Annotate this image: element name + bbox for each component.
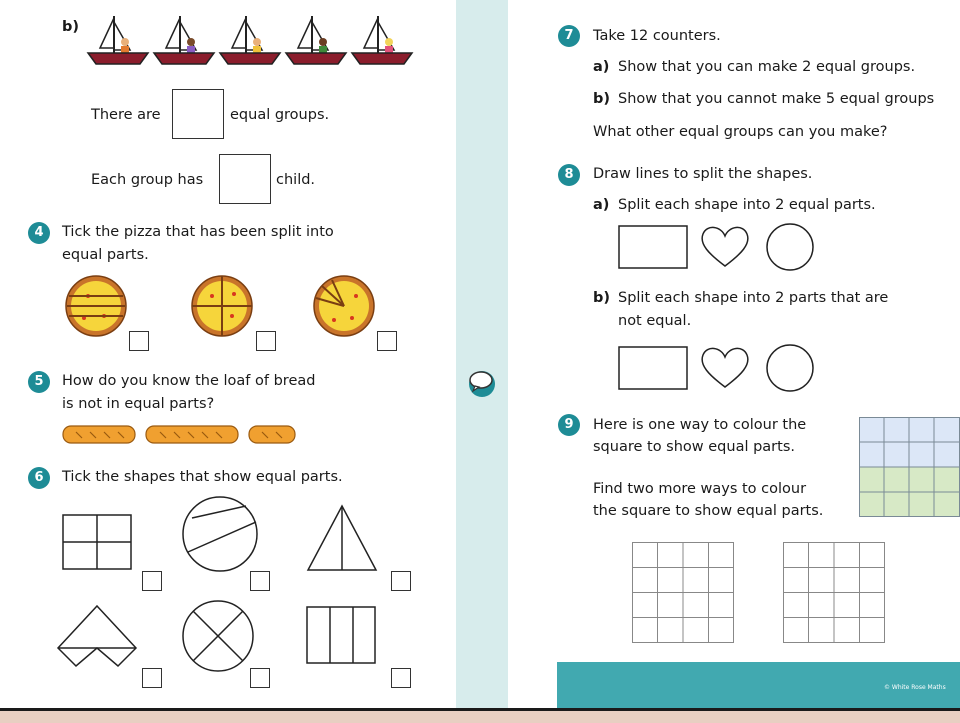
question-number-9: 9	[558, 414, 580, 436]
boat-icon	[284, 14, 348, 68]
q8b-shapes[interactable]	[617, 343, 817, 393]
pizza-unequal-cuts	[312, 274, 376, 338]
q7-text: Take 12 counters.	[593, 28, 721, 44]
boat-icon	[350, 14, 414, 68]
shape-circle-cross	[182, 600, 254, 672]
part-b-label: b)	[62, 19, 80, 35]
question-number-7: 7	[558, 25, 580, 47]
question-number-6: 6	[28, 467, 50, 489]
q4-text-line2: equal parts.	[62, 247, 149, 263]
each-group-answer-box[interactable]	[219, 154, 271, 204]
q8a-shapes[interactable]	[617, 222, 817, 272]
blank-grid-1[interactable]	[632, 542, 734, 643]
groups-sentence-pre: There are	[91, 107, 161, 123]
shape-6-tick-box[interactable]	[391, 668, 411, 688]
pizza-1-tick-box[interactable]	[129, 331, 149, 351]
q9-text-line2: square to show equal parts.	[593, 439, 795, 455]
page-gutter	[456, 0, 508, 708]
q7-follow-up: What other equal groups can you make?	[593, 124, 888, 140]
q7-b-label: b)	[593, 91, 611, 107]
q5-text-line1: How do you know the loaf of bread	[62, 373, 316, 389]
shape-circle-unequal	[182, 496, 258, 572]
bottom-band	[0, 708, 960, 723]
shape-1-tick-box[interactable]	[142, 571, 162, 591]
footer-copyright: © White Rose Maths	[884, 684, 946, 691]
boat-icon	[86, 14, 150, 68]
q4-text-line1: Tick the pizza that has been split into	[62, 224, 334, 240]
groups-sentence-post: equal groups.	[230, 107, 330, 123]
boat-icon	[152, 14, 216, 68]
pizza-horizontal-cuts	[64, 274, 128, 338]
q5-text-line2: is not in equal parts?	[62, 396, 215, 412]
question-number-5: 5	[28, 371, 50, 393]
example-coloured-grid	[859, 417, 960, 517]
q7-a-label: a)	[593, 59, 610, 75]
shape-2-tick-box[interactable]	[250, 571, 270, 591]
blank-grid-2[interactable]	[783, 542, 885, 643]
shape-3-tick-box[interactable]	[391, 571, 411, 591]
shape-rectangle-thirds	[306, 606, 376, 664]
q8-b-label: b)	[593, 290, 611, 306]
each-group-sentence-post: child.	[276, 172, 316, 188]
q8-b-text-line2: not equal.	[618, 313, 692, 329]
each-group-sentence-pre: Each group has	[91, 172, 204, 188]
shape-5-tick-box[interactable]	[250, 668, 270, 688]
shape-4-tick-box[interactable]	[142, 668, 162, 688]
q7-b-text: Show that you cannot make 5 equal groups	[618, 91, 935, 107]
shape-arrow-chevron	[56, 604, 138, 668]
shape-rectangle-quarters	[62, 514, 132, 570]
q8-a-label: a)	[593, 197, 610, 213]
pizza-quarter-cuts	[190, 274, 254, 338]
bread-loaf-pieces	[62, 424, 298, 446]
pizza-3-tick-box[interactable]	[377, 331, 397, 351]
boat-icon	[218, 14, 282, 68]
pizza-2-tick-box[interactable]	[256, 331, 276, 351]
q6-text: Tick the shapes that show equal parts.	[62, 469, 343, 485]
q8-text: Draw lines to split the shapes.	[593, 166, 813, 182]
q8-a-text: Split each shape into 2 equal parts.	[618, 197, 876, 213]
question-number-4: 4	[28, 222, 50, 244]
q7-a-text: Show that you can make 2 equal groups.	[618, 59, 916, 75]
q9-text-line1: Here is one way to colour the	[593, 417, 807, 433]
q8-b-text-line1: Split each shape into 2 parts that are	[618, 290, 889, 306]
groups-answer-box[interactable]	[172, 89, 224, 139]
shape-triangle-halves	[306, 504, 378, 572]
q9-text-line4: the square to show equal parts.	[593, 503, 824, 519]
question-number-8: 8	[558, 164, 580, 186]
q9-text-line3: Find two more ways to colour	[593, 481, 807, 497]
comment-bubble-icon[interactable]	[466, 366, 498, 398]
